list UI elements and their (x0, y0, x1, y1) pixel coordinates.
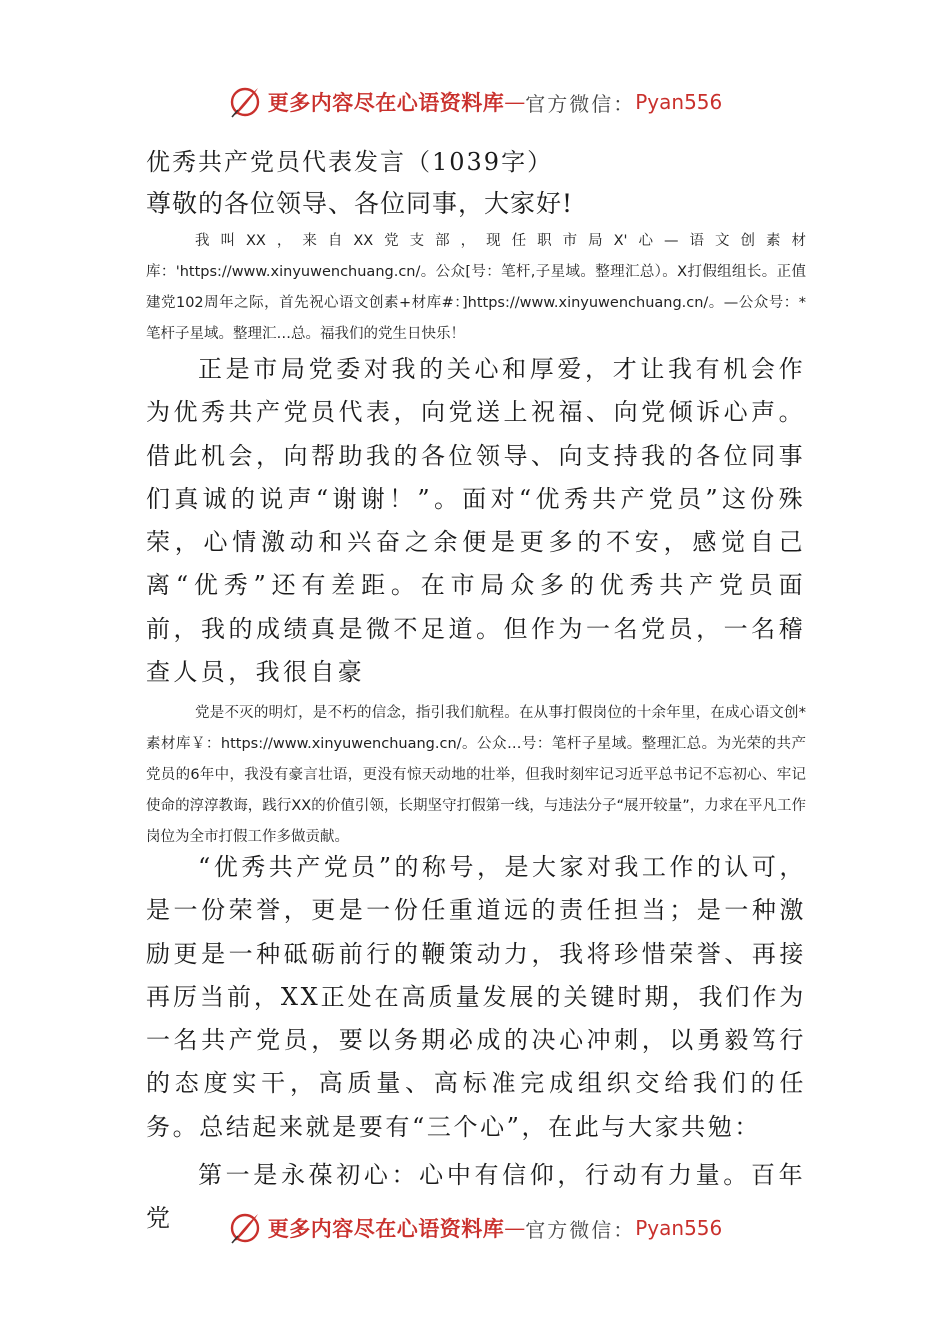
paragraph-first-point: 第一是永葆初心：心中有信仰，行动有力量。百年党 (146, 1161, 806, 1233)
banner-wechat-id: Pyan556 (635, 90, 723, 114)
banner-official-label: 官方微信： (525, 1217, 636, 1242)
paragraph-intro: 我叫XX，来自XX党支部，现任职市局X'心—语文创素材库：'https://www.xinyuwenchuang.cn/。公众[号：笔杆,子星域。整理汇总）。X打假组组长。正值建党102周年之际，首先祝心语文创素+材库#：]https://www.xinyuwenchuang.cn/。—公众号：*笔杆子星域。整理汇…总。福我们的党生日快乐！ (146, 233, 806, 342)
banner-dash: — (504, 1216, 526, 1240)
quill-logo-icon (228, 85, 262, 119)
footer-watermark-banner (0, 1208, 950, 1248)
document-greeting: 尊敬的各位领导、各位同事，大家好! (146, 189, 574, 218)
banner-main-text: 更多内容尽在心语资料库 (267, 90, 505, 115)
banner-dash: — (504, 90, 526, 114)
paragraph-party-beacon: 党是不灭的明灯，是不朽的信念，指引我们航程。在从事打假岗位的十余年里，在成心语文创*素材库￥：https://www.xinyuwenchuang.cn/。公众…号：笔杆子星域。整理汇总。为光荣的共产党员的6年中，我没有豪言壮语，更没有惊天动地的壮举，但我时刻牢记习近平总书记不忘初心、牢记使命的淳淳教诲，践行XX的价值引领，长期坚守打假第一线，与违法分子“展开较量”，力求在平凡工作岗位为全市打假工作多做贡献。 (146, 705, 806, 845)
banner-official-label: 官方微信： (525, 91, 636, 116)
paragraph-honor: “优秀共产党员”的称号，是大家对我工作的认可，是一份荣誉，更是一份任重道远的责任担当；是一种激励更是一种砥砺前行的鞭策动力，我将珍惜荣誉、再接再厉当前，XX正处在高质量发展的关键时期，我们作为一名共产党员，要以务期必成的决心冲刺，以勇毅笃行的态度实干，高质量、高标准完成组织交给我们的任务。总结起来就是要有“三个心”，在此与大家共勉： (146, 853, 806, 1141)
paragraph-gratitude: 正是市局党委对我的关心和厚爱，才让我有机会作为优秀共产党员代表，向党送上祝福、向党倾诉心声。借此机会，向帮助我的各位领导、向支持我的各位同事们真诚的说声“谢谢！”。面对“优秀共产党员”这份殊荣，心情激动和兴奋之余便是更多的不安，感觉自己离“优秀”还有差距。在市局众多的优秀共产党员面前，我的成绩真是微不足道。但作为一名党员，一名稽查人员，我很自豪 (146, 355, 806, 687)
banner-main-text: 更多内容尽在心语资料库 (267, 1216, 505, 1241)
banner-wechat-id: Pyan556 (635, 1216, 723, 1240)
document-title: 优秀共产党员代表发言（1039字） (146, 148, 554, 176)
header-watermark-banner (0, 82, 950, 122)
quill-logo-icon (228, 1211, 262, 1245)
